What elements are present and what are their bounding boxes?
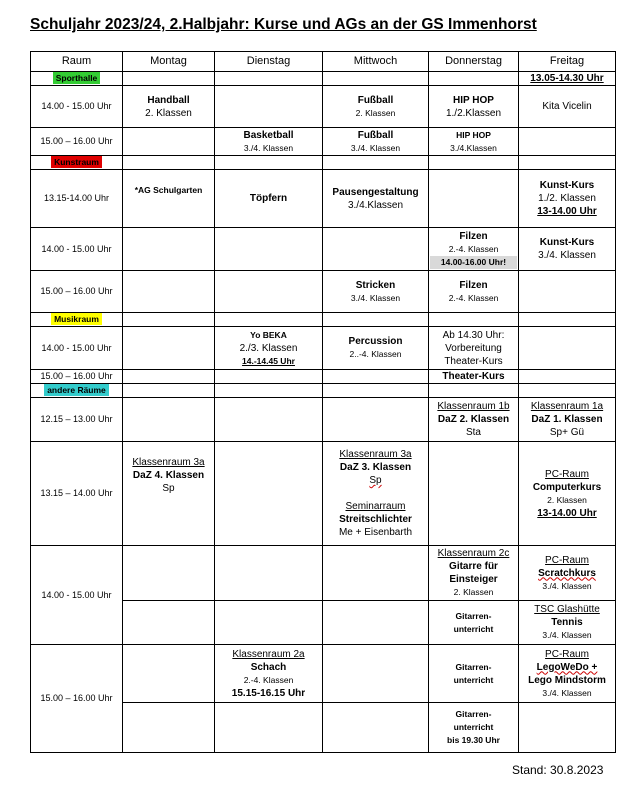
cell-computerkurs: PC-Raum Computerkurs 2. Klassen 13-14.00 Uhr	[519, 442, 616, 546]
cell-filzen-1: Filzen 2.-4. Klassen 14.00-16.00 Uhr!	[429, 228, 519, 271]
section-label-andere: andere Räume	[44, 384, 109, 396]
table-row	[31, 398, 616, 442]
cell-lego: PC-Raum LegoWeDo + Lego Mindstorm 3./4. Klassen	[519, 645, 616, 703]
header-montag: Montag	[123, 52, 215, 72]
cell-fussball-2: Fußball 2. Klassen	[323, 86, 429, 128]
time-cell: 12.15 – 13.00 Uhr	[31, 398, 123, 442]
time-cell: 14.00 - 15.00 Uhr	[31, 327, 123, 370]
cell-theater-prep: Ab 14.30 Uhr: Vorbereitung Theater-Kurs	[429, 327, 519, 370]
section-row	[31, 313, 616, 327]
header-donnerstag: Donnerstag	[429, 52, 519, 72]
table-row	[31, 228, 616, 271]
cell-handball: Handball 2. Klassen	[123, 86, 215, 128]
section-row	[31, 156, 616, 170]
time-cell: 14.00 - 15.00 Uhr	[31, 228, 123, 271]
table-row	[31, 170, 616, 228]
cell-gitarren-unterricht-1: Gitarren- unterricht	[429, 601, 519, 645]
sporthalle-friday-time: 13.05-14.30 Uhr	[519, 72, 616, 86]
stand-date: Stand: 30.8.2023	[512, 763, 604, 777]
table-row	[31, 271, 616, 313]
cell-kunst-12: Kunst-Kurs 1./2. Klassen 13-14.00 Uhr	[519, 170, 616, 228]
cell-gitarren-unterricht-2: Gitarren- unterricht	[429, 645, 519, 703]
cell-kunst-34: Kunst-Kurs 3./4. Klassen	[519, 228, 616, 271]
table-row	[31, 128, 616, 156]
cell-daz-4: Klassenraum 3a DaZ 4. Klassen Sp	[123, 442, 215, 546]
header-mittwoch: Mittwoch	[323, 52, 429, 72]
header-dienstag: Dienstag	[215, 52, 323, 72]
section-label-kunstraum: Kunstraum	[51, 156, 102, 168]
cell-tennis: TSC Glashütte Tennis 3./4. Klassen	[519, 601, 616, 645]
time-cell: 14.00 - 15.00 Uhr	[31, 546, 123, 645]
cell-fussball-34: Fußball 3./4. Klassen	[323, 128, 429, 156]
cell-hiphop-34: HIP HOP 3./4.Klassen	[429, 128, 519, 156]
section-cell	[31, 313, 123, 327]
cell-yobeka: Yo BEKA 2./3. Klassen 14.-14.45 Uhr	[215, 327, 323, 370]
time-cell: 13.15-14.00 Uhr	[31, 170, 123, 228]
section-cell	[31, 384, 123, 398]
time-cell: 13.15 – 14.00 Uhr	[31, 442, 123, 546]
header-raum: Raum	[31, 52, 123, 72]
section-cell	[31, 72, 123, 86]
section-row	[31, 384, 616, 398]
page-title: Schuljahr 2023/24, 2.Halbjahr: Kurse und AGs an der GS Immenhorst	[30, 16, 537, 33]
cell-basketball: Basketball 3./4. Klassen	[215, 128, 323, 156]
section-label-sporthalle: Sporthalle	[53, 72, 101, 84]
header-row	[31, 52, 616, 72]
cell-toepfern: Töpfern	[215, 170, 323, 228]
table-row	[31, 546, 616, 601]
cell-kita: Kita Vicelin	[519, 86, 616, 128]
time-cell: 14.00 - 15.00 Uhr	[31, 86, 123, 128]
time-cell: 15.00 – 16.00 Uhr	[31, 271, 123, 313]
cell-pausengestaltung: Pausengestaltung 3./4.Klassen	[323, 170, 429, 228]
cell-hiphop-12: HIP HOP 1./2.Klassen	[429, 86, 519, 128]
cell-gitarre-einsteiger: Klassenraum 2c Gitarre für Einsteiger 2. Klassen	[429, 546, 519, 601]
schedule-table	[30, 51, 616, 753]
table-row	[31, 327, 616, 370]
cell-gitarren-unterricht-3: Gitarren- unterricht bis 19.30 Uhr	[429, 703, 519, 753]
cell-daz-2: Klassenraum 1b DaZ 2. Klassen Sta	[429, 398, 519, 442]
table-row	[31, 370, 616, 384]
cell-filzen-2: Filzen 2.-4. Klassen	[429, 271, 519, 313]
section-row	[31, 72, 616, 86]
cell-percussion: Percussion 2..-4. Klassen	[323, 327, 429, 370]
cell-schach: Klassenraum 2a Schach 2.-4. Klassen 15.15-16.15 Uhr	[215, 645, 323, 703]
cell-daz-3-streitschlichter: Klassenraum 3a DaZ 3. Klassen Sp Seminarraum Streitschlichter Me + Eisenbarth	[323, 442, 429, 546]
cell-stricken: Stricken 3./4. Klassen	[323, 271, 429, 313]
cell-schulgarten: *AG Schulgarten	[123, 170, 215, 228]
cell-daz-1: Klassenraum 1a DaZ 1. Klassen Sp+ Gü	[519, 398, 616, 442]
section-cell	[31, 156, 123, 170]
time-cell: 15.00 – 16.00 Uhr	[31, 645, 123, 753]
cell-theater-kurs: Theater-Kurs	[429, 370, 519, 384]
cell-scratchkurs: PC-Raum Scratchkurs 3./4. Klassen	[519, 546, 616, 601]
time-cell: 15.00 – 16.00 Uhr	[31, 370, 123, 384]
table-row	[31, 645, 616, 703]
header-freitag: Freitag	[519, 52, 616, 72]
section-label-musikraum: Musikraum	[51, 313, 102, 325]
table-row	[31, 442, 616, 546]
table-row	[31, 86, 616, 128]
time-cell: 15.00 – 16.00 Uhr	[31, 128, 123, 156]
